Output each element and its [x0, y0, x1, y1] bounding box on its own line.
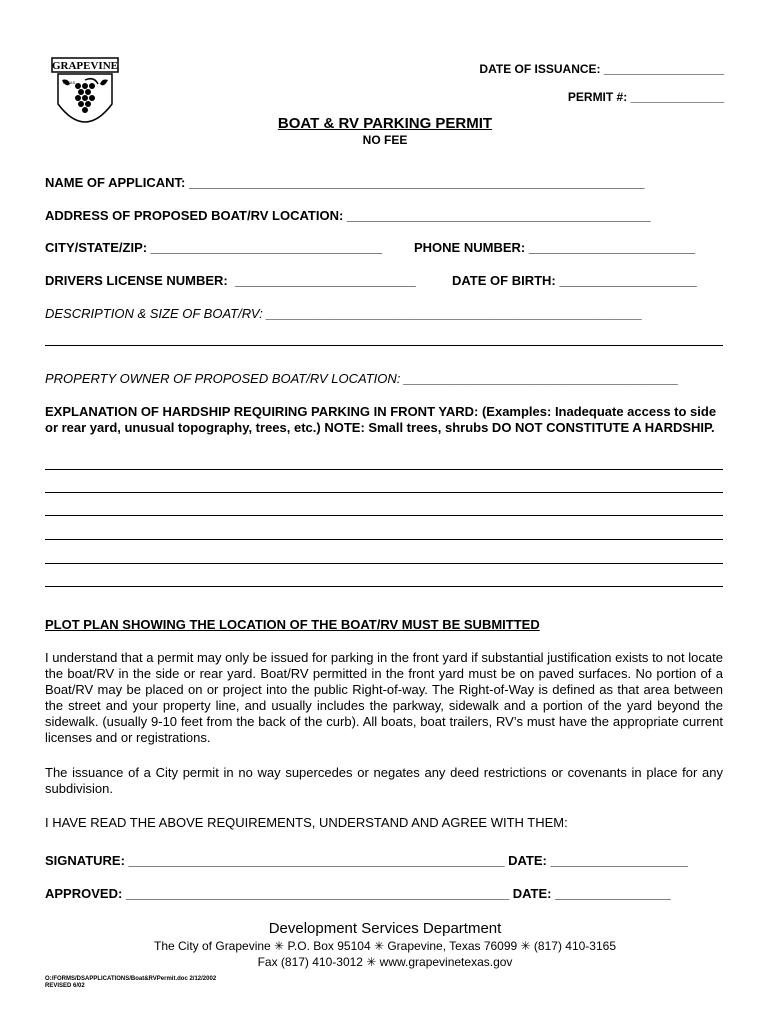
property-owner-field[interactable]: PROPERTY OWNER OF PROPOSED BOAT/RV LOCATION: ______________________________________ [45, 371, 679, 386]
permit-number-field[interactable]: PERMIT #: ______________ [567, 90, 724, 104]
hardship-line[interactable] [45, 586, 723, 587]
description-blank-line[interactable] [45, 345, 723, 346]
city-state-zip-field[interactable]: CITY/STATE/ZIP: ________________________________ [45, 240, 383, 255]
hardship-line[interactable] [45, 539, 723, 540]
hardship-line[interactable] [45, 469, 723, 470]
city-address-line: The City of Grapevine ✳ P.O. Box 95104 ✳ Grapevine, Texas 76099 ✳ (817) 410-3165 [154, 939, 616, 953]
department-name: Development Services Department [268, 920, 502, 937]
hardship-line[interactable] [45, 515, 723, 516]
signature-field[interactable]: SIGNATURE: ____________________________________________________ DATE: ___________________ [45, 853, 688, 868]
plot-plan-notice: PLOT PLAN SHOWING THE LOCATION OF THE BOAT/RV MUST BE SUBMITTED [45, 617, 540, 632]
deed-restrictions-paragraph: The issuance of a City permit in no way supercedes or negates any deed restrictions or covenants in place for any subdivision. [45, 765, 723, 796]
date-of-birth-field[interactable]: DATE OF BIRTH: ___________________ [452, 273, 697, 288]
drivers-license-field[interactable]: DRIVERS LICENSE NUMBER: _________________________ [45, 273, 416, 288]
agreement-statement: I HAVE READ THE ABOVE REQUIREMENTS, UNDERSTAND AND AGREE WITH THEM: [45, 815, 568, 830]
hardship-line[interactable] [45, 563, 723, 564]
revision-note: REVISED 6/02 [45, 983, 85, 989]
approved-field[interactable]: APPROVED: _____________________________________________________ DATE: ________________ [45, 886, 671, 901]
hardship-line[interactable] [45, 492, 723, 493]
file-path-note: O:/FORMS/DSAPPLICATIONS/Boat&RVPermit.doc 2/12/2002 [45, 976, 217, 982]
logo-subtext: TEXAS [62, 80, 76, 85]
applicant-name-field[interactable]: NAME OF APPLICANT: _______________________________________________________________ [45, 175, 645, 190]
page-title: BOAT & RV PARKING PERMIT [277, 115, 493, 132]
description-size-field[interactable]: DESCRIPTION & SIZE OF BOAT/RV: ____________________________________________________ [45, 306, 643, 321]
fax-website-line: Fax (817) 410-3012 ✳ www.grapevinetexas.gov [257, 955, 513, 969]
page-subtitle: NO FEE [362, 133, 408, 147]
date-of-issuance-field[interactable]: DATE OF ISSUANCE: __________________ [479, 62, 724, 76]
requirements-paragraph: I understand that a permit may only be issued for parking in the front yard if substantial justification exists to not locate the boat/RV in the side or rear yard. Boat/RV permitted in the front yard must be on paved surfaces. No portion of a Boat/RV may be placed on or project into the public Right-of-way. The Right-of-Way is defined as that area between the street and your property line, and usually includes the parkway, sidewalk and a portion of the yard beyond the sidewalk. (usually 9-10 feet from the back of the curb). All boats, boat trailers, RV’s must have the appropriate current licenses and or registrations. [45, 650, 723, 745]
boat-location-address-field[interactable]: ADDRESS OF PROPOSED BOAT/RV LOCATION: __________________________________________ [45, 208, 651, 223]
logo-text: GRAPEVINE [51, 60, 119, 72]
hardship-explanation-label: EXPLANATION OF HARDSHIP REQUIRING PARKING IN FRONT YARD: (Examples: Inadequate access to side or rear yard, unusual topography, trees, etc.) NOTE: Small trees, shrubs DO NOT CONSTITUTE A HARDSHIP. [45, 404, 717, 435]
phone-number-field[interactable]: PHONE NUMBER: _______________________ [414, 240, 696, 255]
